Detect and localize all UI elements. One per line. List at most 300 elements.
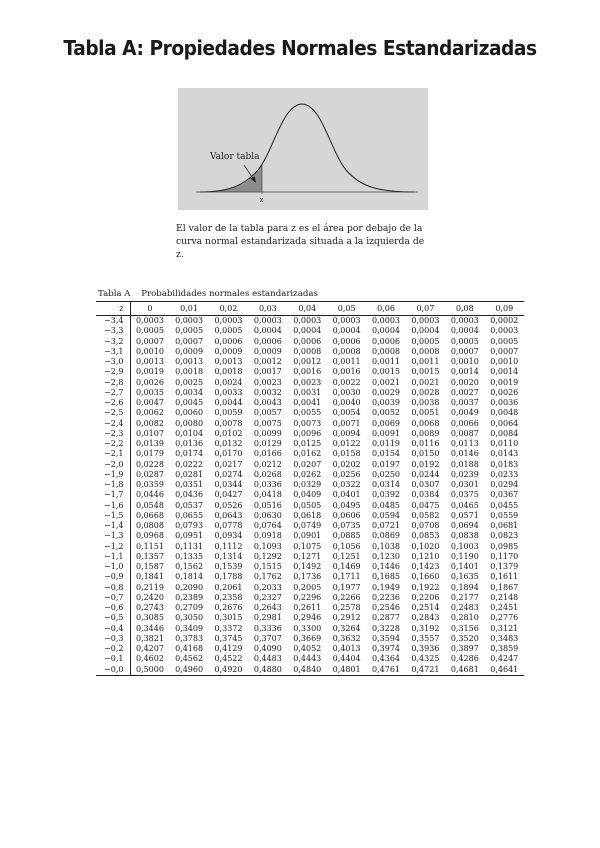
probability-cell: 0,1038 (372, 541, 401, 551)
probability-cell: 0,0384 (411, 490, 440, 500)
z-value-cell: −0,2 (96, 644, 130, 654)
probability-cell: 0,0104 (175, 428, 204, 438)
table-row (96, 531, 524, 541)
probability-cell: 0,0823 (490, 531, 519, 541)
probability-cell: 0,0968 (135, 531, 164, 541)
probability-cell: 0,1170 (490, 551, 519, 561)
probability-cell: 0,1112 (214, 541, 243, 551)
probability-cell: 0,0018 (175, 367, 204, 377)
probability-cell: 0,0078 (214, 418, 243, 428)
probability-cell: 0,0004 (332, 326, 361, 336)
probability-cell: 0,0409 (293, 490, 322, 500)
table-row (96, 511, 524, 521)
probability-cell: 0,4562 (175, 654, 204, 664)
probability-cell: 0,0080 (175, 418, 204, 428)
z-value-cell: −0,4 (96, 624, 130, 634)
probability-cell: 0,0059 (214, 408, 243, 418)
probability-cell: 0,1515 (253, 562, 282, 572)
probability-cell: 0,0005 (490, 336, 519, 346)
probability-cell: 0,0096 (293, 428, 322, 438)
probability-cell: 0,0027 (450, 387, 479, 397)
probability-cell: 0,0721 (372, 521, 401, 531)
probability-cell: 0,0011 (372, 357, 401, 367)
probability-cell: 0,0485 (372, 500, 401, 510)
probability-cell: 0,1660 (411, 572, 440, 582)
table-row (96, 521, 524, 531)
z-value-cell: −0,9 (96, 572, 130, 582)
table-row (96, 501, 524, 511)
probability-cell: 0,0329 (293, 480, 322, 490)
probability-cell: 0,0068 (411, 418, 440, 428)
probability-cell: 0,0071 (332, 418, 361, 428)
z-value-cell: −2,4 (96, 419, 130, 429)
table-row (96, 429, 524, 439)
probability-cell: 0,0012 (293, 357, 322, 367)
probability-cell: 0,1814 (175, 572, 204, 582)
probability-cell: 0,2483 (450, 603, 479, 613)
probability-cell: 0,0307 (411, 480, 440, 490)
probability-cell: 0,1251 (332, 551, 361, 561)
z-value-cell: −1,4 (96, 521, 130, 531)
probability-cell: 0,2296 (293, 592, 322, 602)
probability-cell: 0,1539 (214, 562, 243, 572)
probability-cell: 0,0075 (253, 418, 282, 428)
probability-cell: 0,0392 (372, 490, 401, 500)
probability-cell: 0,0594 (372, 510, 401, 520)
probability-cell: 0,0808 (135, 521, 164, 531)
table-row (96, 654, 524, 664)
probability-cell: 0,3156 (450, 623, 479, 633)
normal-curve (200, 104, 414, 192)
table-row (96, 326, 524, 336)
probability-cell: 0,0003 (372, 316, 401, 326)
probability-cell: 0,1379 (490, 562, 519, 572)
probability-cell: 0,0005 (135, 326, 164, 336)
table-row (96, 480, 524, 490)
probability-table (96, 301, 524, 676)
z-value-cell: −2,8 (96, 378, 130, 388)
z-value-cell: −2,5 (96, 408, 130, 418)
probability-cell: 0,4681 (445, 665, 484, 676)
probability-cell: 0,2912 (332, 613, 361, 623)
probability-cell: 0,3336 (253, 623, 282, 633)
table-row (96, 367, 524, 377)
probability-cell: 0,0119 (372, 439, 401, 449)
probability-cell: 0,2843 (411, 613, 440, 623)
probability-cell: 0,1446 (372, 562, 401, 572)
z-value-cell: −1,6 (96, 501, 130, 511)
probability-cell: 0,1423 (411, 562, 440, 572)
probability-cell: 0,0150 (411, 449, 440, 459)
probability-cell: 0,0436 (175, 490, 204, 500)
probability-cell: 0,0274 (214, 469, 243, 479)
probability-cell: 0,2177 (450, 592, 479, 602)
probability-cell: 0,3264 (332, 623, 361, 633)
probability-cell: 0,2546 (372, 603, 401, 613)
table-row (96, 316, 524, 327)
table-row (96, 552, 524, 562)
probability-cell: 0,0146 (450, 449, 479, 459)
probability-cell: 0,1020 (411, 541, 440, 551)
probability-cell: 0,0049 (450, 408, 479, 418)
table-header-row (96, 302, 524, 316)
probability-cell: 0,2514 (411, 603, 440, 613)
table-row (96, 634, 524, 644)
z-value-cell: −3,1 (96, 347, 130, 357)
probability-cell: 0,0089 (411, 428, 440, 438)
probability-cell: 0,2946 (293, 613, 322, 623)
probability-cell: 0,2709 (175, 603, 204, 613)
probability-cell: 0,3707 (253, 633, 282, 643)
probability-cell: 0,0045 (175, 398, 204, 408)
probability-cell: 0,0793 (175, 521, 204, 531)
probability-cell: 0,0359 (135, 480, 164, 490)
probability-cell: 0,1357 (135, 551, 164, 561)
probability-cell: 0,0516 (253, 500, 282, 510)
probability-cell: 0,0281 (175, 469, 204, 479)
probability-cell: 0,0116 (411, 439, 440, 449)
probability-cell: 0,1190 (450, 551, 479, 561)
probability-cell: 0,0052 (372, 408, 401, 418)
probability-table-section (96, 289, 524, 676)
probability-cell: 0,0505 (293, 500, 322, 510)
probability-cell: 0,3372 (214, 623, 243, 633)
probability-cell: 0,0129 (253, 439, 282, 449)
probability-cell: 0,4129 (214, 644, 243, 654)
probability-cell: 0,0003 (411, 316, 440, 326)
probability-cell: 0,4013 (332, 644, 361, 654)
column-header: 0,02 (209, 302, 248, 316)
z-value-cell: −2,6 (96, 398, 130, 408)
probability-cell: 0,0021 (372, 377, 401, 387)
probability-cell: 0,0985 (490, 541, 519, 551)
probability-cell: 0,1867 (490, 582, 519, 592)
probability-cell: 0,2236 (372, 592, 401, 602)
probability-cell: 0,0113 (450, 439, 479, 449)
column-header: 0,01 (169, 302, 208, 316)
probability-cell: 0,0016 (332, 367, 361, 377)
table-row (96, 419, 524, 429)
probability-cell: 0,0668 (135, 510, 164, 520)
probability-cell: 0,0047 (135, 398, 164, 408)
probability-cell: 0,0322 (332, 480, 361, 490)
probability-cell: 0,4602 (135, 654, 164, 664)
probability-cell: 0,0838 (450, 531, 479, 541)
probability-cell: 0,1762 (253, 572, 282, 582)
probability-cell: 0,0183 (490, 459, 519, 469)
probability-cell: 0,1635 (450, 572, 479, 582)
probability-cell: 0,3594 (372, 633, 401, 643)
probability-cell: 0,0004 (372, 326, 401, 336)
probability-cell: 0,0013 (214, 357, 243, 367)
probability-cell: 0,1841 (135, 572, 164, 582)
probability-cell: 0,0681 (490, 521, 519, 531)
probability-cell: 0,0004 (253, 326, 282, 336)
probability-cell: 0,0038 (411, 398, 440, 408)
probability-cell: 0,0055 (293, 408, 322, 418)
probability-cell: 0,1611 (490, 572, 519, 582)
table-row (96, 665, 524, 676)
probability-cell: 0,4880 (248, 665, 287, 676)
probability-cell: 0,2005 (293, 582, 322, 592)
probability-cell: 0,1788 (214, 572, 243, 582)
z-value-cell: −1,9 (96, 470, 130, 480)
column-header: 0,09 (485, 302, 524, 316)
probability-cell: 0,4286 (450, 654, 479, 664)
probability-cell: 0,0073 (293, 418, 322, 428)
probability-cell: 0,4483 (253, 654, 282, 664)
probability-cell: 0,0869 (372, 531, 401, 541)
probability-cell: 0,2611 (293, 603, 322, 613)
probability-cell: 0,0008 (411, 346, 440, 356)
table-row (96, 398, 524, 408)
probability-cell: 0,0007 (490, 346, 519, 356)
probability-cell: 0,0571 (450, 510, 479, 520)
probability-cell: 0,0006 (214, 336, 243, 346)
z-value-cell: −2,0 (96, 460, 130, 470)
probability-cell: 0,0418 (253, 490, 282, 500)
probability-cell: 0,0918 (253, 531, 282, 541)
probability-cell: 0,0094 (332, 428, 361, 438)
probability-cell: 0,1292 (253, 551, 282, 561)
probability-cell: 0,4090 (253, 644, 282, 654)
probability-cell: 0,0207 (293, 459, 322, 469)
probability-cell: 0,0102 (214, 428, 243, 438)
probability-cell: 0,1949 (372, 582, 401, 592)
probability-cell: 0,3974 (372, 644, 401, 654)
table-caption (96, 289, 524, 301)
probability-cell: 0,0011 (411, 357, 440, 367)
probability-cell: 0,1093 (253, 541, 282, 551)
probability-cell: 0,0062 (135, 408, 164, 418)
probability-cell: 0,3897 (450, 644, 479, 654)
probability-cell: 0,0630 (253, 510, 282, 520)
probability-cell: 0,0735 (332, 521, 361, 531)
table-row (96, 613, 524, 623)
probability-cell: 0,3557 (411, 633, 440, 643)
probability-cell: 0,1685 (372, 572, 401, 582)
z-value-cell: −2,1 (96, 449, 130, 459)
probability-cell: 0,1711 (332, 572, 361, 582)
table-row (96, 439, 524, 449)
probability-cell: 0,0032 (253, 387, 282, 397)
probability-cell: 0,0006 (332, 336, 361, 346)
probability-cell: 0,4052 (293, 644, 322, 654)
probability-cell: 0,4761 (366, 665, 405, 676)
probability-cell: 0,0005 (450, 336, 479, 346)
z-value-cell: −1,1 (96, 552, 130, 562)
probability-cell: 0,0005 (175, 326, 204, 336)
z-value-cell: −0,1 (96, 654, 130, 664)
probability-cell: 0,0023 (293, 377, 322, 387)
probability-cell: 0,0537 (175, 500, 204, 510)
probability-cell: 0,0041 (293, 398, 322, 408)
probability-cell: 0,0057 (253, 408, 282, 418)
probability-cell: 0,0003 (175, 316, 204, 326)
probability-cell: 0,0091 (372, 428, 401, 438)
probability-cell: 0,4404 (332, 654, 361, 664)
probability-cell: 0,0003 (253, 316, 282, 326)
probability-cell: 0,0951 (175, 531, 204, 541)
probability-cell: 0,4443 (293, 654, 322, 664)
probability-cell: 0,0122 (332, 439, 361, 449)
probability-cell: 0,3050 (175, 613, 204, 623)
z-value-cell: −2,7 (96, 388, 130, 398)
probability-cell: 0,0694 (450, 521, 479, 531)
probability-cell: 0,0107 (135, 428, 164, 438)
probability-cell: 0,0008 (372, 346, 401, 356)
probability-cell: 0,0044 (214, 398, 243, 408)
probability-cell: 0,2877 (372, 613, 401, 623)
probability-cell: 0,0778 (214, 521, 243, 531)
probability-cell: 0,0351 (175, 480, 204, 490)
probability-cell: 0,0087 (450, 428, 479, 438)
probability-cell: 0,0009 (175, 346, 204, 356)
probability-cell: 0,0002 (490, 316, 519, 326)
table-row (96, 449, 524, 459)
z-value-cell: −0,8 (96, 583, 130, 593)
probability-cell: 0,4920 (209, 665, 248, 676)
probability-cell: 0,4840 (288, 665, 327, 676)
probability-cell: 0,3015 (214, 613, 243, 623)
probability-cell: 0,1736 (293, 572, 322, 582)
probability-cell: 0,0033 (214, 387, 243, 397)
probability-cell: 0,3483 (490, 633, 519, 643)
valor-tabla-label: Valor tabla (210, 152, 260, 162)
probability-cell: 0,2810 (450, 613, 479, 623)
probability-cell: 0,1230 (372, 551, 401, 561)
probability-cell: 0,1131 (175, 541, 204, 551)
z-value-cell: −1,7 (96, 490, 130, 500)
probability-cell: 0,3121 (490, 623, 519, 633)
column-header: 0,05 (327, 302, 366, 316)
column-header: 0,07 (406, 302, 445, 316)
probability-cell: 0,3859 (490, 644, 519, 654)
probability-cell: 0,0006 (293, 336, 322, 346)
probability-cell: 0,1894 (450, 582, 479, 592)
probability-cell: 0,0344 (214, 480, 243, 490)
probability-cell: 0,0212 (253, 459, 282, 469)
column-header: 0,08 (445, 302, 484, 316)
probability-cell: 0,4641 (485, 665, 524, 676)
probability-cell: 0,2420 (135, 592, 164, 602)
probability-cell: 0,0202 (332, 459, 361, 469)
probability-cell: 0,0548 (135, 500, 164, 510)
probability-cell: 0,0008 (332, 346, 361, 356)
probability-cell: 0,0019 (490, 377, 519, 387)
probability-cell: 0,1210 (411, 551, 440, 561)
probability-cell: 0,4522 (214, 654, 243, 664)
table-row (96, 624, 524, 634)
probability-cell: 0,0606 (332, 510, 361, 520)
probability-cell: 0,0019 (135, 367, 164, 377)
probability-cell: 0,0262 (293, 469, 322, 479)
probability-cell: 0,0256 (332, 469, 361, 479)
probability-cell: 0,0028 (411, 387, 440, 397)
probability-cell: 0,1922 (411, 582, 440, 592)
z-value-cell: −2,3 (96, 429, 130, 439)
column-header: 0,04 (288, 302, 327, 316)
probability-cell: 0,0004 (450, 326, 479, 336)
probability-cell: 0,3821 (135, 633, 164, 643)
probability-cell: 0,3228 (372, 623, 401, 633)
probability-cell: 0,0029 (372, 387, 401, 397)
probability-cell: 0,3783 (175, 633, 204, 643)
probability-cell: 0,2327 (253, 592, 282, 602)
probability-cell: 0,0005 (411, 336, 440, 346)
probability-cell: 0,0018 (214, 367, 243, 377)
probability-cell: 0,0006 (372, 336, 401, 346)
table-row (96, 583, 524, 593)
probability-cell: 0,1314 (214, 551, 243, 561)
probability-cell: 0,0166 (253, 449, 282, 459)
probability-cell: 0,0222 (175, 459, 204, 469)
probability-cell: 0,0003 (332, 316, 361, 326)
table-row (96, 572, 524, 582)
probability-cell: 0,0294 (490, 480, 519, 490)
probability-cell: 0,0003 (450, 316, 479, 326)
probability-cell: 0,0040 (332, 398, 361, 408)
probability-cell: 0,1492 (293, 562, 322, 572)
probability-cell: 0,0643 (214, 510, 243, 520)
table-row (96, 388, 524, 398)
probability-cell: 0,4801 (327, 665, 366, 676)
table-row (96, 460, 524, 470)
shaded-area (218, 164, 262, 192)
z-value-cell: −3,3 (96, 326, 130, 336)
probability-cell: 0,2981 (253, 613, 282, 623)
probability-cell: 0,0004 (293, 326, 322, 336)
probability-cell: 0,0179 (135, 449, 164, 459)
page-title: Tabla A: Propiedades Normales Estandarizadas (63, 36, 537, 60)
table-row (96, 357, 524, 367)
column-header: 0 (130, 302, 169, 316)
probability-cell: 0,0764 (253, 521, 282, 531)
probability-cell: 0,0014 (450, 367, 479, 377)
probability-cell: 0,0934 (214, 531, 243, 541)
probability-cell: 0,5000 (130, 665, 169, 676)
probability-cell: 0,0287 (135, 469, 164, 479)
z-value-cell: −0,6 (96, 603, 130, 613)
probability-cell: 0,0003 (490, 326, 519, 336)
probability-cell: 0,0853 (411, 531, 440, 541)
probability-cell: 0,2451 (490, 603, 519, 613)
probability-cell: 0,0007 (135, 336, 164, 346)
probability-cell: 0,0708 (411, 521, 440, 531)
probability-cell: 0,0003 (214, 316, 243, 326)
probability-cell: 0,2743 (135, 603, 164, 613)
probability-cell: 0,2033 (253, 582, 282, 592)
probability-cell: 0,0885 (332, 531, 361, 541)
probability-cell: 0,1056 (332, 541, 361, 551)
probability-cell: 0,0031 (293, 387, 322, 397)
probability-cell: 0,0010 (450, 357, 479, 367)
probability-cell: 0,1335 (175, 551, 204, 561)
probability-cell: 0,0139 (135, 439, 164, 449)
probability-cell: 0,4364 (372, 654, 401, 664)
z-value-cell: −0,7 (96, 593, 130, 603)
probability-cell: 0,0043 (253, 398, 282, 408)
table-row (96, 347, 524, 357)
probability-cell: 0,4168 (175, 644, 204, 654)
z-value-cell: −1,2 (96, 542, 130, 552)
z-value-cell: −3,0 (96, 357, 130, 367)
probability-cell: 0,0749 (293, 521, 322, 531)
probability-cell: 0,0244 (411, 469, 440, 479)
z-value-cell: −2,9 (96, 367, 130, 377)
probability-cell: 0,0026 (135, 377, 164, 387)
probability-cell: 0,2090 (175, 582, 204, 592)
